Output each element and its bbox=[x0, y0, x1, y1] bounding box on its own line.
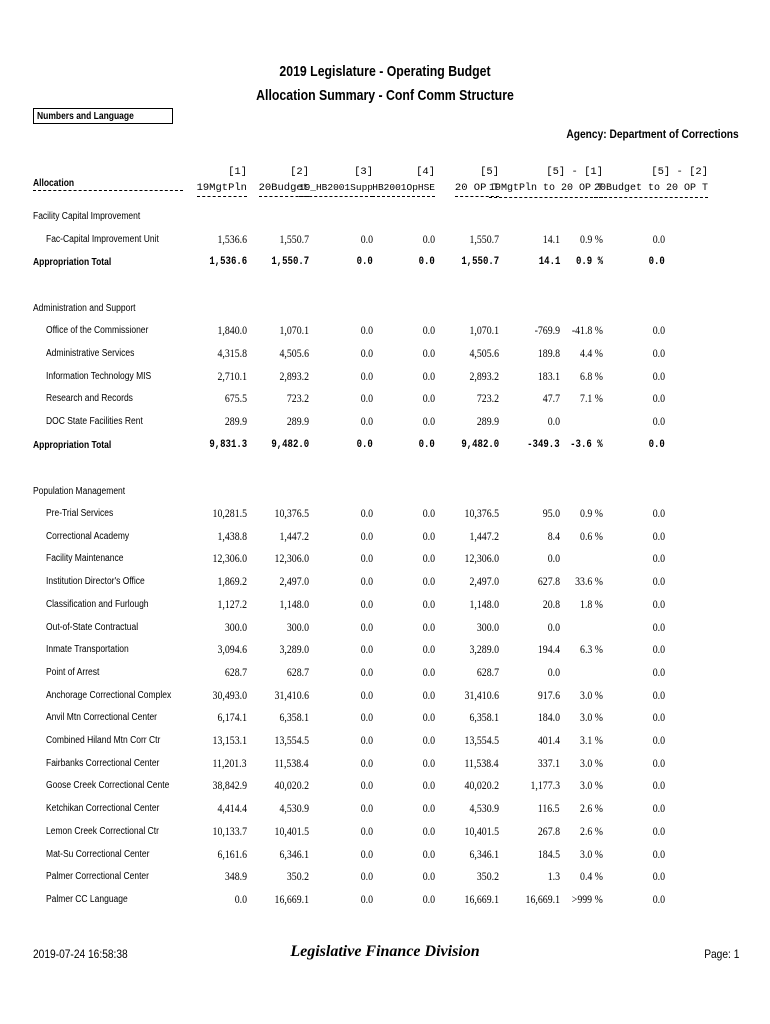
value-diff1: 0.0 bbox=[547, 414, 560, 429]
col4-label: HB2001OpHSE bbox=[372, 180, 435, 197]
table-row bbox=[0, 550, 770, 568]
value-diff2: 0.0 bbox=[652, 323, 665, 337]
value-hb2001ophse: 0.0 bbox=[422, 596, 435, 611]
value-hb2001supp: 0.0 bbox=[360, 846, 373, 861]
total-pct1: 0.9 % bbox=[575, 256, 603, 268]
value-19mgtpln: 628.7 bbox=[224, 664, 247, 679]
value-20budget: 1,070.1 bbox=[279, 323, 309, 337]
value-hb2001ophse: 0.0 bbox=[422, 323, 435, 337]
value-diff1: 1.3 bbox=[547, 869, 560, 884]
value-hb2001supp: 0.0 bbox=[360, 232, 373, 246]
value-19mgtpln: 2,710.1 bbox=[217, 368, 247, 383]
allocation-name: Fac-Capital Improvement Unit bbox=[46, 234, 159, 245]
value-20opt: 300.0 bbox=[476, 619, 499, 634]
value-20budget: 3,289.0 bbox=[279, 642, 309, 657]
value-20budget: 13,554.5 bbox=[274, 733, 309, 747]
total-diff2: 0.0 bbox=[648, 256, 665, 268]
value-hb2001ophse: 0.0 bbox=[422, 551, 435, 566]
table-row bbox=[0, 413, 770, 431]
value-hb2001ophse: 0.0 bbox=[422, 506, 435, 520]
report-datetime: 2019-07-24 16:58:38 bbox=[33, 947, 128, 961]
value-hb2001supp: 0.0 bbox=[360, 733, 373, 747]
total-hb2001ophse: 0.0 bbox=[418, 256, 435, 268]
value-19mgtpln: 4,414.4 bbox=[217, 801, 247, 816]
value-pct1: 0.4 % bbox=[580, 869, 603, 884]
total-diff1: 14.1 bbox=[538, 256, 560, 268]
value-20opt: 13,554.5 bbox=[464, 733, 499, 747]
value-hb2001ophse: 0.0 bbox=[422, 528, 435, 543]
value-pct1: 3.0 % bbox=[580, 755, 603, 770]
value-19mgtpln: 10,281.5 bbox=[212, 506, 247, 520]
value-19mgtpln: 6,174.1 bbox=[217, 710, 247, 725]
value-20opt: 4,530.9 bbox=[469, 801, 499, 816]
value-hb2001supp: 0.0 bbox=[360, 664, 373, 679]
total-20opt: 1,550.7 bbox=[461, 256, 499, 268]
value-19mgtpln: 12,306.0 bbox=[212, 551, 247, 566]
value-diff2: 0.0 bbox=[652, 642, 665, 657]
section-heading: Facility Capital Improvement bbox=[33, 211, 141, 222]
allocation-name: Inmate Transportation bbox=[46, 644, 129, 656]
value-20opt: 628.7 bbox=[476, 664, 499, 679]
value-hb2001supp: 0.0 bbox=[360, 619, 373, 634]
value-20opt: 16,669.1 bbox=[464, 891, 499, 906]
value-20budget: 628.7 bbox=[286, 664, 309, 679]
value-19mgtpln: 0.0 bbox=[234, 891, 247, 906]
col5-number: [5] bbox=[480, 166, 499, 178]
col1-label: 19MgtPln bbox=[197, 180, 247, 197]
value-hb2001ophse: 0.0 bbox=[422, 232, 435, 246]
value-diff2: 0.0 bbox=[652, 506, 665, 520]
appropriation-total-row bbox=[0, 437, 770, 455]
table-row bbox=[0, 732, 770, 750]
value-diff1: 267.8 bbox=[537, 823, 560, 838]
col7-label: 20Budget to 20 OP T bbox=[594, 181, 708, 198]
value-hb2001supp: 0.0 bbox=[360, 642, 373, 657]
value-20opt: 4,505.6 bbox=[469, 345, 499, 360]
value-diff2: 0.0 bbox=[652, 823, 665, 838]
value-hb2001ophse: 0.0 bbox=[422, 778, 435, 793]
value-diff1: 627.8 bbox=[537, 574, 560, 589]
allocation-name: Facility Maintenance bbox=[46, 553, 124, 565]
total-diff2: 0.0 bbox=[648, 439, 665, 451]
value-hb2001ophse: 0.0 bbox=[422, 345, 435, 360]
table-row bbox=[0, 777, 770, 795]
value-20opt: 2,893.2 bbox=[469, 368, 499, 383]
value-diff2: 0.0 bbox=[652, 869, 665, 884]
total-20budget: 1,550.7 bbox=[271, 256, 309, 268]
value-19mgtpln: 10,133.7 bbox=[212, 823, 247, 838]
allocation-name: Mat-Su Correctional Center bbox=[46, 848, 150, 860]
value-diff1: 401.4 bbox=[537, 733, 560, 747]
value-20budget: 6,358.1 bbox=[279, 710, 309, 725]
allocation-name: Information Technology MIS bbox=[46, 370, 152, 382]
value-diff1: 47.7 bbox=[542, 391, 560, 406]
value-pct1: -41.8 % bbox=[571, 323, 603, 337]
value-hb2001supp: 0.0 bbox=[360, 391, 373, 406]
allocation-name: DOC State Facilities Rent bbox=[46, 416, 143, 428]
value-hb2001ophse: 0.0 bbox=[422, 414, 435, 429]
value-hb2001supp: 0.0 bbox=[360, 755, 373, 770]
value-diff2: 0.0 bbox=[652, 596, 665, 611]
allocation-name: Ketchikan Correctional Center bbox=[46, 803, 160, 815]
value-19mgtpln: 11,201.3 bbox=[212, 755, 247, 770]
value-19mgtpln: 30,493.0 bbox=[212, 687, 247, 702]
allocation-name: Administrative Services bbox=[46, 347, 135, 359]
value-pct1: 33.6 % bbox=[575, 574, 603, 589]
report-title: 2019 Legislature - Operating Budget bbox=[279, 63, 491, 80]
col6-label: 19MgtPln to 20 OP T bbox=[489, 181, 603, 198]
value-19mgtpln: 6,161.6 bbox=[217, 846, 247, 861]
value-hb2001ophse: 0.0 bbox=[422, 642, 435, 657]
table-row bbox=[0, 231, 770, 249]
allocation-name: Out-of-State Contractual bbox=[46, 621, 139, 633]
value-diff1: 20.8 bbox=[542, 596, 560, 611]
value-hb2001supp: 0.0 bbox=[360, 345, 373, 360]
col2-number: [2] bbox=[290, 166, 309, 178]
col5-label: 20 OP T bbox=[455, 180, 499, 197]
table-row bbox=[0, 687, 770, 705]
col4-header bbox=[372, 164, 435, 197]
value-19mgtpln: 13,153.1 bbox=[212, 733, 247, 747]
value-20opt: 1,447.2 bbox=[469, 528, 499, 543]
table-row bbox=[0, 846, 770, 864]
table-row bbox=[0, 709, 770, 727]
value-diff1: 184.0 bbox=[537, 710, 560, 725]
table-row bbox=[0, 891, 770, 909]
table-row bbox=[0, 755, 770, 773]
total-hb2001supp: 0.0 bbox=[356, 439, 373, 451]
value-diff1: 0.0 bbox=[547, 619, 560, 634]
value-diff1: 1,177.3 bbox=[530, 778, 560, 793]
value-hb2001supp: 0.0 bbox=[360, 596, 373, 611]
allocation-name: Point of Arrest bbox=[46, 666, 100, 678]
value-hb2001ophse: 0.0 bbox=[422, 664, 435, 679]
value-diff2: 0.0 bbox=[652, 391, 665, 406]
value-pct1: 3.0 % bbox=[580, 846, 603, 861]
numbers-language-box bbox=[33, 108, 173, 124]
value-hb2001supp: 0.0 bbox=[360, 528, 373, 543]
value-hb2001supp: 0.0 bbox=[360, 710, 373, 725]
value-20budget: 10,376.5 bbox=[274, 506, 309, 520]
value-diff1: 0.0 bbox=[547, 551, 560, 566]
value-20budget: 300.0 bbox=[286, 619, 309, 634]
value-diff2: 0.0 bbox=[652, 891, 665, 906]
value-diff2: 0.0 bbox=[652, 574, 665, 589]
value-diff2: 0.0 bbox=[652, 414, 665, 429]
value-20opt: 40,020.2 bbox=[464, 778, 499, 793]
value-19mgtpln: 1,127.2 bbox=[217, 596, 247, 611]
value-pct1: >999 % bbox=[572, 891, 603, 906]
value-20opt: 12,306.0 bbox=[464, 551, 499, 566]
value-diff2: 0.0 bbox=[652, 345, 665, 360]
allocation-name: Institution Director's Office bbox=[46, 576, 145, 588]
value-20opt: 10,376.5 bbox=[464, 506, 499, 520]
col7-header bbox=[594, 164, 708, 198]
total-20opt: 9,482.0 bbox=[461, 439, 499, 451]
table-row bbox=[0, 596, 770, 614]
value-20budget: 6,346.1 bbox=[279, 846, 309, 861]
value-pct1: 1.8 % bbox=[580, 596, 603, 611]
value-20budget: 11,538.4 bbox=[274, 755, 309, 770]
value-diff2: 0.0 bbox=[652, 368, 665, 383]
table-row bbox=[0, 619, 770, 637]
value-20opt: 350.2 bbox=[476, 869, 499, 884]
value-20opt: 11,538.4 bbox=[464, 755, 499, 770]
value-20budget: 10,401.5 bbox=[274, 823, 309, 838]
value-pct1: 4.4 % bbox=[580, 345, 603, 360]
value-pct1: 6.3 % bbox=[580, 642, 603, 657]
allocation-name: Correctional Academy bbox=[46, 530, 130, 542]
value-pct1: 7.1 % bbox=[580, 391, 603, 406]
numbers-language-label: Numbers and Language bbox=[37, 111, 134, 122]
value-diff1: 8.4 bbox=[547, 528, 560, 543]
value-diff1: 95.0 bbox=[542, 506, 560, 520]
value-hb2001supp: 0.0 bbox=[360, 551, 373, 566]
col6-header bbox=[489, 164, 603, 198]
value-hb2001supp: 0.0 bbox=[360, 778, 373, 793]
col3-label: 19_HB2001Supp bbox=[299, 180, 373, 197]
value-19mgtpln: 1,438.8 bbox=[217, 528, 247, 543]
value-hb2001ophse: 0.0 bbox=[422, 801, 435, 816]
allocation-column-header bbox=[33, 178, 183, 191]
value-pct1: 0.6 % bbox=[580, 528, 603, 543]
value-20opt: 1,070.1 bbox=[469, 323, 499, 337]
value-hb2001ophse: 0.0 bbox=[422, 755, 435, 770]
value-20opt: 6,358.1 bbox=[469, 710, 499, 725]
value-20budget: 289.9 bbox=[286, 414, 309, 429]
total-hb2001supp: 0.0 bbox=[356, 256, 373, 268]
report-subtitle: Allocation Summary - Conf Comm Structure bbox=[256, 87, 514, 104]
agency-label: Agency: Department of Corrections bbox=[566, 127, 739, 141]
total-19mgtpln: 1,536.6 bbox=[209, 256, 247, 268]
value-diff1: 116.5 bbox=[538, 801, 560, 816]
value-diff1: 337.1 bbox=[537, 755, 560, 770]
value-20budget: 4,530.9 bbox=[279, 801, 309, 816]
value-diff2: 0.0 bbox=[652, 528, 665, 543]
value-hb2001ophse: 0.0 bbox=[422, 823, 435, 838]
value-19mgtpln: 1,869.2 bbox=[217, 574, 247, 589]
value-hb2001supp: 0.0 bbox=[360, 368, 373, 383]
value-diff1: 14.1 bbox=[542, 232, 560, 246]
value-19mgtpln: 1,840.0 bbox=[217, 323, 247, 337]
value-hb2001supp: 0.0 bbox=[360, 869, 373, 884]
value-hb2001supp: 0.0 bbox=[360, 506, 373, 520]
value-diff2: 0.0 bbox=[652, 232, 665, 246]
value-hb2001supp: 0.0 bbox=[360, 323, 373, 337]
value-hb2001ophse: 0.0 bbox=[422, 733, 435, 747]
value-20budget: 350.2 bbox=[286, 869, 309, 884]
col3-header bbox=[299, 164, 373, 197]
value-20opt: 289.9 bbox=[476, 414, 499, 429]
value-20budget: 12,306.0 bbox=[274, 551, 309, 566]
table-row bbox=[0, 823, 770, 841]
table-row bbox=[0, 664, 770, 682]
value-hb2001ophse: 0.0 bbox=[422, 891, 435, 906]
col2-label: 20Budget bbox=[259, 180, 309, 197]
allocation-name: Combined Hiland Mtn Corr Ctr bbox=[46, 735, 161, 746]
value-19mgtpln: 348.9 bbox=[224, 869, 247, 884]
value-20budget: 2,497.0 bbox=[279, 574, 309, 589]
allocation-name: Pre-Trial Services bbox=[46, 508, 114, 519]
section-heading: Population Management bbox=[33, 486, 126, 497]
value-diff2: 0.0 bbox=[652, 801, 665, 816]
value-pct1: 2.6 % bbox=[580, 823, 603, 838]
value-diff2: 0.0 bbox=[652, 551, 665, 566]
value-19mgtpln: 300.0 bbox=[224, 619, 247, 634]
value-pct1: 0.9 % bbox=[580, 506, 603, 520]
value-20budget: 1,447.2 bbox=[279, 528, 309, 543]
value-pct1: 0.9 % bbox=[580, 232, 603, 246]
value-19mgtpln: 1,536.6 bbox=[217, 232, 247, 246]
allocation-name: Lemon Creek Correctional Ctr bbox=[46, 825, 159, 837]
value-hb2001ophse: 0.0 bbox=[422, 574, 435, 589]
value-hb2001supp: 0.0 bbox=[360, 801, 373, 816]
value-diff2: 0.0 bbox=[652, 687, 665, 702]
value-20budget: 16,669.1 bbox=[274, 891, 309, 906]
value-20opt: 10,401.5 bbox=[464, 823, 499, 838]
total-19mgtpln: 9,831.3 bbox=[209, 439, 247, 451]
col3-number: [3] bbox=[354, 166, 373, 178]
page-number: Page: 1 bbox=[703, 947, 739, 961]
allocation-header-label: Allocation bbox=[33, 178, 75, 189]
value-19mgtpln: 675.5 bbox=[224, 391, 247, 406]
value-diff2: 0.0 bbox=[652, 710, 665, 725]
value-diff2: 0.0 bbox=[652, 664, 665, 679]
col7-number: [5] - [2] bbox=[651, 166, 708, 178]
table-row bbox=[0, 641, 770, 659]
allocation-name: Goose Creek Correctional Cente bbox=[46, 780, 170, 792]
table-row bbox=[0, 345, 770, 363]
allocation-name: Fairbanks Correctional Center bbox=[46, 757, 160, 769]
value-19mgtpln: 38,842.9 bbox=[212, 778, 247, 793]
value-hb2001ophse: 0.0 bbox=[422, 391, 435, 406]
value-hb2001supp: 0.0 bbox=[360, 823, 373, 838]
value-20opt: 31,410.6 bbox=[464, 687, 499, 702]
section-heading: Administration and Support bbox=[33, 303, 136, 314]
table-row bbox=[0, 505, 770, 523]
value-20budget: 40,020.2 bbox=[274, 778, 309, 793]
table-row bbox=[0, 868, 770, 886]
table-row bbox=[0, 368, 770, 386]
allocation-name: Classification and Furlough bbox=[46, 598, 149, 610]
value-diff1: 16,669.1 bbox=[525, 891, 560, 906]
table-row bbox=[0, 390, 770, 408]
value-diff1: -769.9 bbox=[534, 323, 560, 337]
value-pct1: 3.0 % bbox=[580, 778, 603, 793]
value-diff1: 917.6 bbox=[537, 687, 560, 702]
value-19mgtpln: 289.9 bbox=[224, 414, 247, 429]
allocation-name: Anvil Mtn Correctional Center bbox=[46, 712, 158, 724]
value-hb2001ophse: 0.0 bbox=[422, 710, 435, 725]
value-diff2: 0.0 bbox=[652, 755, 665, 770]
value-20budget: 2,893.2 bbox=[279, 368, 309, 383]
value-hb2001supp: 0.0 bbox=[360, 891, 373, 906]
value-20opt: 6,346.1 bbox=[469, 846, 499, 861]
col6-number: [5] - [1] bbox=[546, 166, 603, 178]
value-diff2: 0.0 bbox=[652, 619, 665, 634]
value-diff1: 183.1 bbox=[537, 368, 560, 383]
total-pct1: -3.6 % bbox=[570, 439, 603, 451]
value-hb2001supp: 0.0 bbox=[360, 574, 373, 589]
value-hb2001ophse: 0.0 bbox=[422, 368, 435, 383]
value-hb2001ophse: 0.0 bbox=[422, 869, 435, 884]
allocation-name: Palmer Correctional Center bbox=[46, 871, 149, 883]
allocation-name: Research and Records bbox=[46, 393, 133, 405]
value-20budget: 1,550.7 bbox=[279, 232, 309, 246]
value-diff2: 0.0 bbox=[652, 733, 665, 747]
appropriation-total-row bbox=[0, 254, 770, 272]
value-diff1: 189.8 bbox=[537, 345, 560, 360]
value-19mgtpln: 4,315.8 bbox=[217, 345, 247, 360]
table-row bbox=[0, 573, 770, 591]
value-hb2001ophse: 0.0 bbox=[422, 846, 435, 861]
value-pct1: 3.0 % bbox=[580, 710, 603, 725]
value-20opt: 1,550.7 bbox=[469, 232, 499, 246]
allocation-name: Office of the Commissioner bbox=[46, 325, 149, 336]
value-hb2001supp: 0.0 bbox=[360, 687, 373, 702]
col4-number: [4] bbox=[416, 166, 435, 178]
value-20budget: 31,410.6 bbox=[274, 687, 309, 702]
value-pct1: 3.1 % bbox=[580, 733, 603, 747]
value-hb2001supp: 0.0 bbox=[360, 414, 373, 429]
value-20budget: 1,148.0 bbox=[279, 596, 309, 611]
value-pct1: 6.8 % bbox=[580, 368, 603, 383]
value-20opt: 723.2 bbox=[476, 391, 499, 406]
value-pct1: 2.6 % bbox=[580, 801, 603, 816]
col1-number: [1] bbox=[228, 166, 247, 178]
total-label: Appropriation Total bbox=[33, 257, 112, 268]
total-diff1: -349.3 bbox=[527, 439, 560, 451]
value-diff1: 184.5 bbox=[537, 846, 560, 861]
value-diff1: 0.0 bbox=[547, 664, 560, 679]
value-diff2: 0.0 bbox=[652, 778, 665, 793]
table-row bbox=[0, 800, 770, 818]
value-hb2001ophse: 0.0 bbox=[422, 687, 435, 702]
value-20budget: 723.2 bbox=[286, 391, 309, 406]
total-hb2001ophse: 0.0 bbox=[418, 439, 435, 451]
table-row bbox=[0, 322, 770, 340]
value-20opt: 3,289.0 bbox=[469, 642, 499, 657]
allocation-name: Palmer CC Language bbox=[46, 893, 128, 905]
value-pct1: 3.0 % bbox=[580, 687, 603, 702]
total-label: Appropriation Total bbox=[33, 440, 112, 451]
value-20budget: 4,505.6 bbox=[279, 345, 309, 360]
value-diff2: 0.0 bbox=[652, 846, 665, 861]
value-diff1: 194.4 bbox=[537, 642, 560, 657]
value-hb2001ophse: 0.0 bbox=[422, 619, 435, 634]
value-20opt: 1,148.0 bbox=[469, 596, 499, 611]
allocation-name: Anchorage Correctional Complex bbox=[46, 689, 172, 701]
table-row bbox=[0, 528, 770, 546]
total-20budget: 9,482.0 bbox=[271, 439, 309, 451]
legislative-finance-division-logo: Legislative Finance Division bbox=[290, 943, 480, 960]
value-20opt: 2,497.0 bbox=[469, 574, 499, 589]
col1-header bbox=[197, 164, 247, 197]
value-19mgtpln: 3,094.6 bbox=[217, 642, 247, 657]
